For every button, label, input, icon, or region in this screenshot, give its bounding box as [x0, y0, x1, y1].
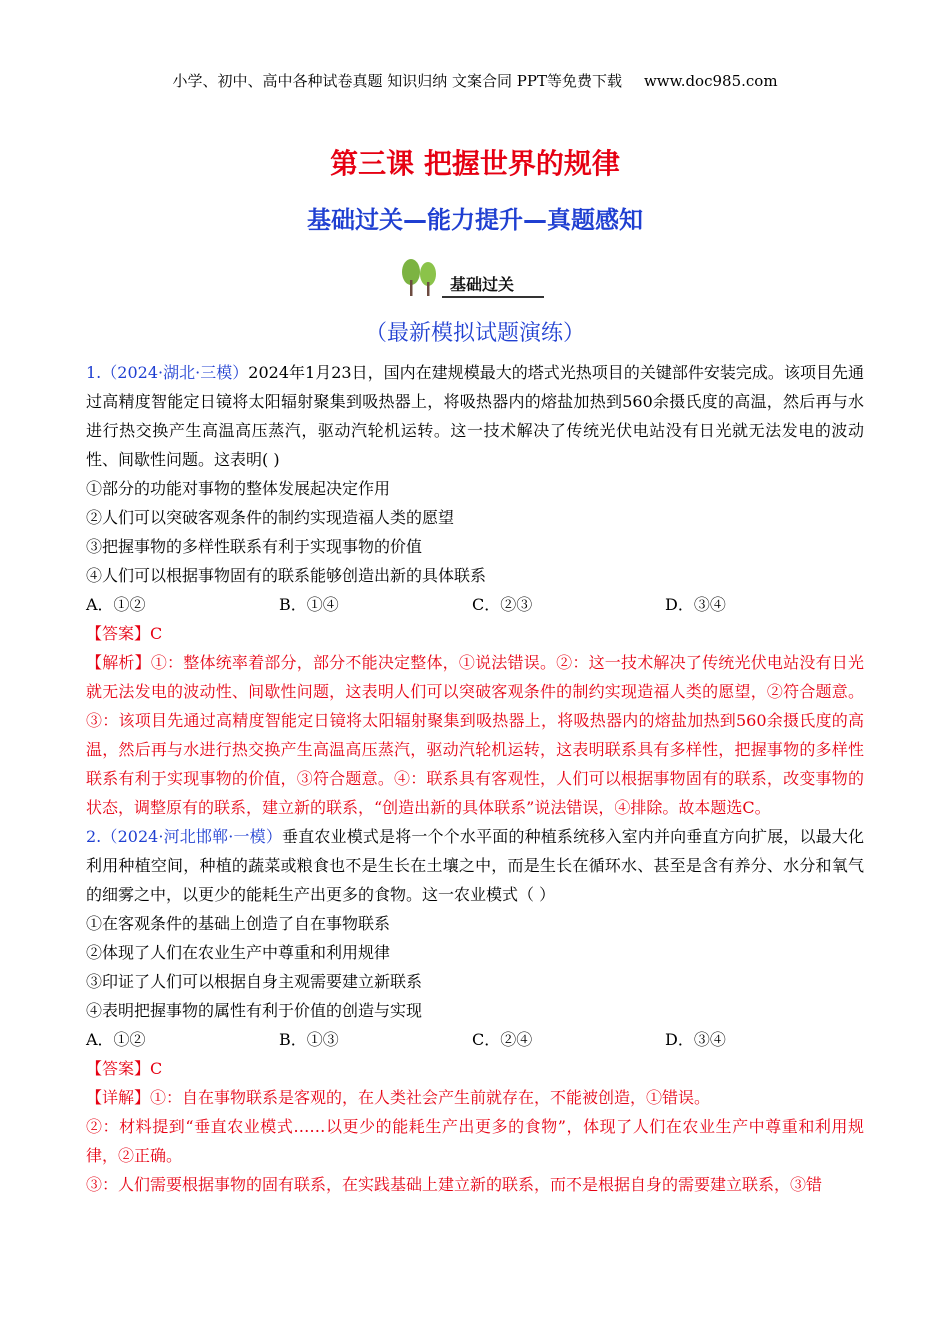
question-1-source: （2024·湖北·三模）	[101, 363, 249, 382]
question-2-item: ①在客观条件的基础上创造了自在事物联系	[86, 914, 391, 933]
question-2-analysis: 【详解】①：自在事物联系是客观的，在人类社会产生前就存在，不能被创造，①错误。	[86, 1088, 711, 1107]
question-1-item: ②人们可以突破客观条件的制约实现造福人类的愿望	[86, 508, 455, 527]
question-1-item: ①部分的功能对事物的整体发展起决定作用	[86, 479, 391, 498]
section-badge	[398, 258, 548, 302]
site-header	[0, 70, 950, 91]
question-1-stem	[86, 358, 864, 474]
section-badge-label: 基础过关	[450, 275, 515, 294]
header-text: 小学、初中、高中各种试卷真题 知识归纳 文案合同 PPT等免费下载	[172, 72, 622, 90]
header-url[interactable]: www.doc985.com	[643, 72, 778, 90]
option-a: A．①②	[86, 1030, 146, 1049]
option-c: C．②③	[472, 595, 533, 614]
question-2-analysis: ②：材料提到“垂直农业模式……以更少的能耗生产出更多的食物”，体现了人们在农业生产中尊重和利用规律，②正确。	[86, 1117, 864, 1165]
question-1-item: ③把握事物的多样性联系有利于实现事物的价值	[86, 537, 423, 556]
questions-content	[86, 358, 864, 1199]
question-2-item: ③印证了人们可以根据自身主观需要建立新联系	[86, 972, 423, 991]
option-b: B．①③	[279, 1030, 339, 1049]
option-b: B．①④	[279, 595, 339, 614]
lesson-title: 第三课 把握世界的规律	[330, 147, 620, 180]
option-a: A．①②	[86, 595, 146, 614]
question-2-item: ②体现了人们在农业生产中尊重和利用规律	[86, 943, 391, 962]
lesson-subtitle: 基础过关—能力提升—真题感知	[307, 206, 643, 234]
question-2-stem	[86, 822, 864, 909]
option-d: D．③④	[665, 1030, 726, 1049]
option-d: D．③④	[665, 595, 726, 614]
option-c: C．②④	[472, 1030, 533, 1049]
section-heading: （最新模拟试题演练）	[364, 321, 585, 346]
question-2-analysis: ③：人们需要根据事物的固有联系，在实践基础上建立新的联系，而不是根据自身的需要建立联系，③错	[86, 1175, 823, 1194]
question-1-answer: 【答案】C	[86, 624, 163, 643]
question-2-number: 2.	[86, 827, 102, 846]
question-2-answer: 【答案】C	[86, 1059, 163, 1078]
question-2-options	[86, 1025, 864, 1054]
question-1-analysis: 【解析】①：整体统率着部分，部分不能决定整体，①说法错误。②：这一技术解决了传统光伏电站没有日光就无法发电的波动性、间歇性问题，这表明人们可以突破客观条件的制约实现造福人类的愿望，②符合题意。③：该项目先通过高精度智能定日镜将太阳辐射聚集到吸热器上，将吸热器内的熔盐加热到560余摄氏度的高温，然后再与水进行热交换产生高温高压蒸汽，驱动汽轮机运转，这表明联系具有多样性，把握事物的多样性联系有利于实现事物的价值，③符合题意。④：联系具有客观性，人们可以根据事物固有的联系，改变事物的状态，调整原有的联系，建立新的联系，“创造出新的具体联系”说法错误，④排除。故本题选C。	[86, 653, 864, 817]
tree-icon	[398, 258, 444, 298]
section-badge-underline	[442, 296, 544, 298]
question-1-options	[86, 590, 864, 619]
question-1-item: ④人们可以根据事物固有的联系能够创造出新的具体联系	[86, 566, 487, 585]
question-2-source: （2024·河北邯郸·一模）	[101, 827, 283, 846]
question-2-item: ④表明把握事物的属性有利于价值的创造与实现	[86, 1001, 423, 1020]
question-1-text: 2024年1月23日，国内在建规模最大的塔式光热项目的关键部件安装完成。该项目先通过高精度智能定日镜将太阳辐射聚集到吸热器上，将吸热器内的熔盐加热到560余摄氏度的高温，然后再与水进行热交换产生高温高压蒸汽，驱动汽轮机运转。这一技术解决了传统光伏电站没有日光就无法发电的波动性、间歇性问题。这表明( )	[86, 363, 864, 469]
question-2-text: 垂直农业模式是将一个个水平面的种植系统移入室内并向垂直方向扩展，以最大化利用种植空间，种植的蔬菜或粮食也不是生长在土壤之中，而是生长在循环水、甚至是含有养分、水分和氧气的细雾之中，以更少的能耗生产出更多的食物。这一农业模式（ ）	[86, 827, 864, 904]
question-1-number: 1.	[86, 363, 102, 382]
